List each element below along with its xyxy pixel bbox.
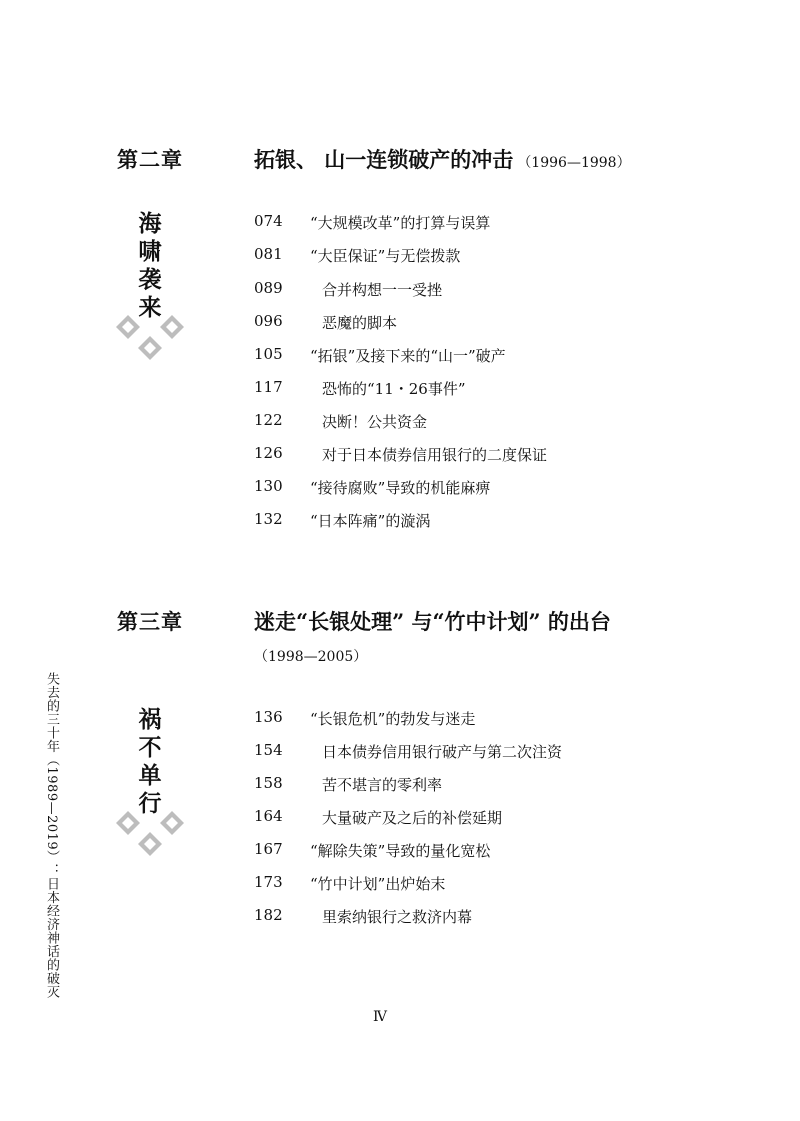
page-number: Ⅳ xyxy=(373,1009,387,1025)
toc-entry[interactable] xyxy=(254,807,502,828)
section-title-char: 行 xyxy=(138,790,162,817)
section-title-char: 不 xyxy=(138,734,162,761)
toc-entry[interactable] xyxy=(254,279,442,300)
toc-entry[interactable] xyxy=(254,444,547,465)
entry-title: 里索纳银行之救济内幕 xyxy=(322,908,473,926)
entry-page: 074 xyxy=(254,212,283,230)
chapter-2-years: （1996—1998） xyxy=(517,155,631,171)
entry-page: 122 xyxy=(254,411,283,429)
entry-title: 决断！公共资金 xyxy=(322,413,428,431)
toc-entry[interactable] xyxy=(254,741,562,762)
toc-entry[interactable] xyxy=(254,873,445,894)
toc-entry[interactable] xyxy=(254,312,397,333)
entry-page: 173 xyxy=(254,873,283,891)
entry-page: 096 xyxy=(254,312,283,330)
entry-title: “竹中计划”出炉始末 xyxy=(310,875,446,893)
entry-title: “拓银”及接下来的“山一”破产 xyxy=(310,347,506,365)
chapter-3-years: （1998—2005） xyxy=(254,649,368,665)
entry-title: “解除失策”导致的量化宽松 xyxy=(310,842,491,860)
entry-page: 105 xyxy=(254,345,283,363)
entry-page: 136 xyxy=(254,708,283,726)
entry-page: 081 xyxy=(254,245,283,263)
toc-entry[interactable] xyxy=(254,245,460,266)
section-title-char: 来 xyxy=(138,294,162,321)
chapter-2-title xyxy=(254,144,631,174)
toc-entry[interactable] xyxy=(254,378,466,399)
entry-page: 158 xyxy=(254,774,283,792)
entry-page: 182 xyxy=(254,906,283,924)
toc-entry[interactable] xyxy=(254,840,490,861)
section-title-char: 啸 xyxy=(138,238,162,265)
section-title-char: 祸 xyxy=(138,706,162,733)
entry-title: 苦不堪言的零利率 xyxy=(322,776,443,794)
entry-title: 恐怖的“11・26事件” xyxy=(322,380,466,398)
toc-entry[interactable] xyxy=(254,212,490,233)
entry-page: 130 xyxy=(254,477,283,495)
chapter-3-section-title xyxy=(130,706,170,818)
entry-page: 154 xyxy=(254,741,283,759)
entry-page: 164 xyxy=(254,807,283,825)
entry-title: “大规模改革”的打算与误算 xyxy=(310,214,491,232)
entry-page: 117 xyxy=(254,378,283,396)
book-title-side-text: 失去的三十年（1989—2019）：日本经济神话的破灭 xyxy=(44,672,59,999)
chapter-3-title: 迷走“长银处理” 与“竹中计划” 的出台 xyxy=(254,609,611,634)
toc-entry[interactable] xyxy=(254,708,475,729)
entry-title: “日本阵痛”的漩涡 xyxy=(310,512,431,530)
section-title-char: 单 xyxy=(138,762,162,789)
entry-title: “接待腐败”导致的机能麻痹 xyxy=(310,479,491,497)
toc-entry[interactable] xyxy=(254,774,442,795)
toc-entry[interactable] xyxy=(254,510,430,531)
toc-entry[interactable] xyxy=(254,345,506,366)
toc-entry[interactable] xyxy=(254,906,472,927)
entry-title: 恶魔的脚本 xyxy=(322,314,398,332)
entry-title: “大臣保证”与无偿拨款 xyxy=(310,247,461,265)
toc-entry[interactable] xyxy=(254,477,490,498)
entry-page: 132 xyxy=(254,510,283,528)
entry-page: 089 xyxy=(254,279,283,297)
chapter-2-section-title xyxy=(130,210,170,322)
entry-page: 167 xyxy=(254,840,283,858)
entry-page: 126 xyxy=(254,444,283,462)
chapter-3-label: 第三章 xyxy=(117,609,183,634)
entry-title: 合并构想一一受挫 xyxy=(322,281,443,299)
chapter-2-title-text: 拓银、 山一连锁破产的冲击 xyxy=(254,147,514,172)
entry-title: 大量破产及之后的补偿延期 xyxy=(322,809,503,827)
section-title-char: 海 xyxy=(138,210,162,237)
section-title-char: 袭 xyxy=(138,266,162,293)
toc-entry[interactable] xyxy=(254,411,427,432)
chapter-2-label: 第二章 xyxy=(117,147,183,172)
entry-title: 日本债券信用银行破产与第二次注资 xyxy=(322,743,563,761)
entry-title: “长银危机”的勃发与迷走 xyxy=(310,710,476,728)
entry-title: 对于日本债券信用银行的二度保证 xyxy=(322,446,548,464)
